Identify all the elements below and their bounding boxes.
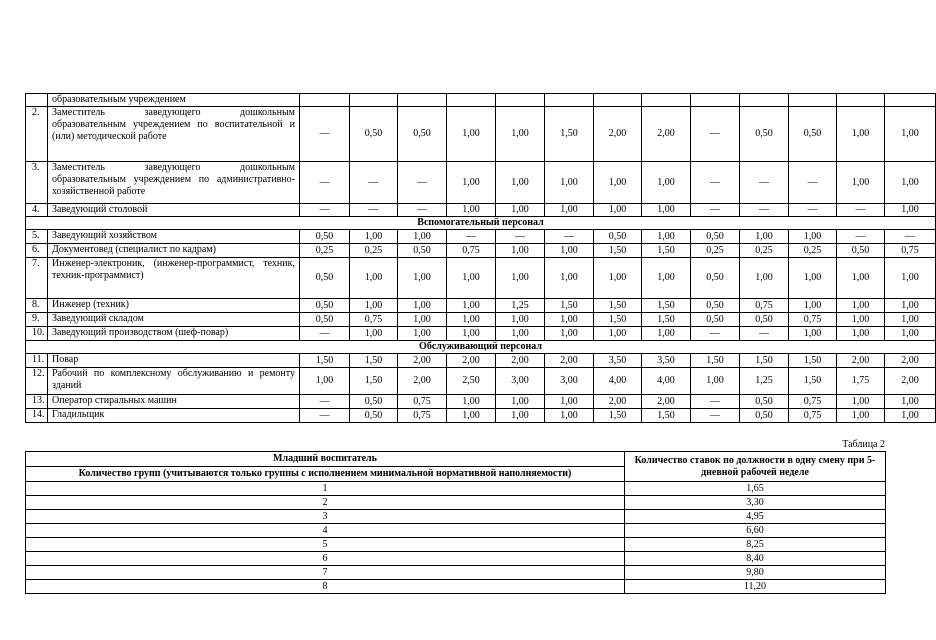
rate-cell: —: [398, 162, 447, 204]
rate-cell: [691, 94, 740, 107]
rate-cell: 0,50: [300, 313, 350, 327]
rate-cell: 1,00: [789, 299, 837, 313]
rate-cell: 1,00: [837, 395, 885, 409]
rate-cell: —: [545, 230, 594, 244]
group-count: 3: [26, 510, 625, 524]
rate-cell: 1,00: [496, 204, 545, 217]
rate-cell: —: [300, 107, 350, 162]
section-row: [26, 217, 936, 230]
rate-cell: 1,00: [837, 409, 885, 423]
rate-cell: 1,50: [594, 313, 642, 327]
row-number: 13.: [26, 395, 48, 409]
rate-cell: [740, 94, 789, 107]
rate-value: 3,30: [625, 496, 886, 510]
row-number: 4.: [26, 204, 48, 217]
rate-cell: 0,75: [789, 313, 837, 327]
rate-cell: 0,50: [300, 258, 350, 299]
rate-cell: 4,00: [594, 368, 642, 395]
section-header: Обслуживающий персонал: [26, 341, 936, 354]
rate-cell: 1,50: [300, 354, 350, 368]
position-name: Рабочий по комплексному обслуживанию и ремонту зданий: [48, 368, 300, 395]
rate-cell: 1,00: [545, 327, 594, 341]
rate-cell: 1,00: [789, 258, 837, 299]
position-name: Инженер (техник): [48, 299, 300, 313]
rate-cell: 2,00: [447, 354, 496, 368]
rate-value: 9,80: [625, 566, 886, 580]
rate-cell: 1,00: [885, 162, 936, 204]
rate-cell: 0,75: [398, 409, 447, 423]
rate-cell: 1,00: [350, 230, 398, 244]
table-row: [26, 566, 886, 580]
rate-cell: —: [789, 204, 837, 217]
rate-cell: 0,25: [740, 244, 789, 258]
group-count: 8: [26, 580, 625, 594]
rate-cell: 1,50: [594, 409, 642, 423]
rate-cell: —: [691, 204, 740, 217]
row-number: 10.: [26, 327, 48, 341]
row-number: 2.: [26, 107, 48, 162]
rate-cell: 0,50: [691, 230, 740, 244]
rate-cell: [300, 94, 350, 107]
rate-cell: [642, 94, 691, 107]
row-number: 3.: [26, 162, 48, 204]
table-row: [26, 510, 886, 524]
rate-cell: 1,00: [885, 409, 936, 423]
rate-cell: —: [691, 162, 740, 204]
rate-cell: 1,50: [642, 313, 691, 327]
position-name: Гладильщик: [48, 409, 300, 423]
rate-cell: 1,00: [885, 313, 936, 327]
rate-cell: —: [300, 162, 350, 204]
rate-cell: —: [496, 230, 545, 244]
rate-cell: 2,00: [398, 368, 447, 395]
rate-cell: [837, 94, 885, 107]
rate-cell: 1,00: [837, 162, 885, 204]
rate-cell: 1,00: [447, 258, 496, 299]
rate-cell: 1,00: [642, 327, 691, 341]
rate-cell: 1,00: [496, 409, 545, 423]
rate-cell: 1,00: [496, 107, 545, 162]
rate-cell: 1,00: [545, 204, 594, 217]
section-row: [26, 341, 936, 354]
rate-cell: —: [789, 162, 837, 204]
row-number: 14.: [26, 409, 48, 423]
rate-cell: 3,50: [642, 354, 691, 368]
rate-cell: 2,00: [642, 395, 691, 409]
rate-cell: 0,50: [691, 258, 740, 299]
rate-cell: 1,50: [789, 354, 837, 368]
rate-cell: 1,50: [642, 244, 691, 258]
rate-cell: 0,75: [789, 395, 837, 409]
rate-cell: 2,00: [398, 354, 447, 368]
table-row: [26, 230, 936, 244]
group-count: 4: [26, 524, 625, 538]
rate-cell: 3,00: [545, 368, 594, 395]
rate-cell: 1,00: [837, 258, 885, 299]
table2-header-left: Количество групп (учитываются только группы с исполнением минимальной нормативной наполняемости): [26, 467, 625, 482]
rate-cell: —: [691, 327, 740, 341]
rate-cell: —: [740, 204, 789, 217]
rate-cell: 0,50: [398, 107, 447, 162]
rate-cell: —: [300, 409, 350, 423]
rate-cell: 2,00: [594, 107, 642, 162]
table-row: [26, 354, 936, 368]
rate-cell: 2,00: [885, 354, 936, 368]
rate-cell: 1,00: [447, 313, 496, 327]
rate-cell: 1,50: [594, 244, 642, 258]
table-row: [26, 524, 886, 538]
section-header: Вспомогательный персонал: [26, 217, 936, 230]
rate-cell: 1,50: [545, 299, 594, 313]
rate-cell: —: [885, 230, 936, 244]
rate-value: 6,60: [625, 524, 886, 538]
rate-cell: 2,50: [447, 368, 496, 395]
rate-cell: 1,00: [594, 162, 642, 204]
rate-cell: 1,00: [447, 327, 496, 341]
rate-cell: 1,00: [545, 395, 594, 409]
position-name: Заведующий складом: [48, 313, 300, 327]
rate-cell: 2,00: [545, 354, 594, 368]
table-row: [26, 580, 886, 594]
rate-cell: 1,00: [496, 395, 545, 409]
rate-value: 4,95: [625, 510, 886, 524]
position-name: Заведующий производством (шеф-повар): [48, 327, 300, 341]
rate-cell: —: [691, 107, 740, 162]
rate-cell: 0,25: [789, 244, 837, 258]
table-row: [26, 538, 886, 552]
table-row: [26, 482, 886, 496]
rate-cell: 1,00: [885, 395, 936, 409]
rate-cell: 1,00: [837, 299, 885, 313]
rate-cell: [594, 94, 642, 107]
group-count: 5: [26, 538, 625, 552]
table2-caption: Таблица 2: [842, 439, 885, 450]
rate-cell: 1,00: [691, 368, 740, 395]
group-count: 6: [26, 552, 625, 566]
position-name: Оператор стиральных машин: [48, 395, 300, 409]
position-name: Документовед (специалист по кадрам): [48, 244, 300, 258]
row-number: 12.: [26, 368, 48, 395]
rate-cell: 1,00: [642, 258, 691, 299]
rate-cell: 1,50: [594, 299, 642, 313]
rate-cell: 2,00: [594, 395, 642, 409]
table-row: [26, 395, 936, 409]
rate-cell: 1,25: [740, 368, 789, 395]
rate-cell: 1,00: [885, 258, 936, 299]
rate-cell: [545, 94, 594, 107]
rate-cell: 1,50: [545, 107, 594, 162]
rate-cell: 1,00: [642, 230, 691, 244]
rate-cell: 0,75: [398, 395, 447, 409]
table-row: [26, 162, 936, 204]
rate-cell: 0,50: [740, 107, 789, 162]
table-row: [26, 258, 936, 299]
table-row: [26, 299, 936, 313]
rate-cell: 1,00: [496, 313, 545, 327]
position-name: Инженер-электроник, (инженер-программист, техник, техник-программист): [48, 258, 300, 299]
rate-cell: 1,00: [642, 162, 691, 204]
rate-cell: 1,00: [447, 395, 496, 409]
rate-cell: 0,50: [350, 107, 398, 162]
rate-cell: 1,50: [642, 409, 691, 423]
rate-cell: 3,00: [496, 368, 545, 395]
rate-cell: 1,50: [642, 299, 691, 313]
rate-cell: 1,00: [398, 327, 447, 341]
rate-value: 8,40: [625, 552, 886, 566]
row-number: 5.: [26, 230, 48, 244]
rate-cell: 1,00: [496, 258, 545, 299]
row-number: 11.: [26, 354, 48, 368]
rate-cell: 1,00: [642, 204, 691, 217]
rate-cell: —: [837, 230, 885, 244]
row-number: 9.: [26, 313, 48, 327]
position-name: Заместитель заведующего дошкольным образовательным учреждением по административно-хозяйственной работе: [48, 162, 300, 204]
rate-cell: 1,00: [885, 107, 936, 162]
rate-cell: 0,50: [594, 230, 642, 244]
rate-cell: 0,25: [691, 244, 740, 258]
rate-cell: 1,00: [594, 327, 642, 341]
rate-cell: 1,00: [447, 299, 496, 313]
rate-cell: —: [350, 162, 398, 204]
rate-cell: 0,50: [398, 244, 447, 258]
rate-cell: 1,00: [496, 244, 545, 258]
table-row: [26, 313, 936, 327]
rate-cell: —: [740, 162, 789, 204]
rate-cell: 1,00: [545, 409, 594, 423]
table2-header-right: Количество ставок по должности в одну смену при 5-дневной рабочей неделе: [625, 452, 886, 482]
table-row: [26, 107, 936, 162]
rate-value: 11,20: [625, 580, 886, 594]
rate-cell: 2,00: [642, 107, 691, 162]
group-count: 1: [26, 482, 625, 496]
table-row: [26, 204, 936, 217]
position-name: Повар: [48, 354, 300, 368]
rate-cell: 1,00: [398, 258, 447, 299]
table-row: [26, 552, 886, 566]
rate-cell: 1,75: [837, 368, 885, 395]
rate-cell: 1,00: [837, 327, 885, 341]
rate-cell: [447, 94, 496, 107]
rate-cell: 0,50: [837, 244, 885, 258]
rate-cell: 1,00: [398, 313, 447, 327]
rate-cell: 1,00: [447, 409, 496, 423]
rate-cell: —: [300, 395, 350, 409]
row-number: 7.: [26, 258, 48, 299]
rate-cell: —: [691, 409, 740, 423]
rate-cell: 1,00: [350, 327, 398, 341]
position-name: Заместитель заведующего дошкольным образовательным учреждением по воспитательной и (или) методической работе: [48, 107, 300, 162]
rate-cell: 1,00: [837, 107, 885, 162]
rate-cell: 1,25: [496, 299, 545, 313]
rate-cell: 0,75: [350, 313, 398, 327]
table-row: [26, 244, 936, 258]
rate-value: 1,65: [625, 482, 886, 496]
rate-cell: 1,00: [740, 258, 789, 299]
rate-cell: 1,50: [350, 368, 398, 395]
table-row: [26, 94, 936, 107]
rate-cell: 2,00: [885, 368, 936, 395]
rate-cell: 0,50: [300, 230, 350, 244]
rate-cell: —: [350, 204, 398, 217]
rate-cell: 2,00: [496, 354, 545, 368]
rate-cell: 2,00: [837, 354, 885, 368]
rate-cell: —: [398, 204, 447, 217]
rate-cell: 4,00: [642, 368, 691, 395]
row-number: 6.: [26, 244, 48, 258]
rate-cell: 0,50: [691, 299, 740, 313]
position-name: Заведующий столовой: [48, 204, 300, 217]
rate-cell: —: [740, 327, 789, 341]
rate-cell: 1,00: [740, 230, 789, 244]
table-row: [26, 496, 886, 510]
rate-cell: 0,50: [691, 313, 740, 327]
table2-header-top: Младший воспитатель: [26, 452, 625, 467]
rate-cell: 0,50: [740, 409, 789, 423]
rate-cell: 0,50: [789, 107, 837, 162]
rate-cell: 1,00: [885, 299, 936, 313]
rate-cell: [398, 94, 447, 107]
staffing-table: [25, 93, 936, 423]
rate-cell: 0,25: [350, 244, 398, 258]
rate-cell: 0,50: [350, 409, 398, 423]
rate-cell: 1,00: [398, 299, 447, 313]
rate-cell: 0,75: [885, 244, 936, 258]
row-number: 8.: [26, 299, 48, 313]
rate-cell: 0,50: [740, 313, 789, 327]
rate-cell: 1,00: [837, 313, 885, 327]
table-row: [26, 368, 936, 395]
rate-cell: —: [447, 230, 496, 244]
rate-cell: 1,00: [350, 299, 398, 313]
rate-cell: 1,00: [594, 258, 642, 299]
group-count: 7: [26, 566, 625, 580]
rate-cell: 1,00: [496, 327, 545, 341]
group-count: 2: [26, 496, 625, 510]
rate-cell: 1,00: [885, 327, 936, 341]
position-name: Заведующий хозяйством: [48, 230, 300, 244]
rate-cell: 1,00: [594, 204, 642, 217]
rate-cell: [350, 94, 398, 107]
rate-cell: —: [300, 327, 350, 341]
rate-cell: 1,00: [350, 258, 398, 299]
rate-cell: 1,00: [496, 162, 545, 204]
row-number: [26, 94, 48, 107]
rate-cell: 1,00: [447, 204, 496, 217]
rate-cell: 1,00: [447, 107, 496, 162]
rate-cell: 0,50: [300, 299, 350, 313]
junior-teacher-table: [25, 451, 886, 594]
rate-cell: 1,00: [789, 327, 837, 341]
rate-cell: 1,00: [545, 244, 594, 258]
rate-cell: 1,00: [300, 368, 350, 395]
table-row: [26, 327, 936, 341]
rate-cell: 3,50: [594, 354, 642, 368]
rate-cell: 1,00: [789, 230, 837, 244]
rate-cell: 0,25: [300, 244, 350, 258]
rate-value: 8,25: [625, 538, 886, 552]
rate-cell: 1,50: [740, 354, 789, 368]
position-name: образовательным учреждением: [48, 94, 300, 107]
rate-cell: 1,50: [691, 354, 740, 368]
rate-cell: 1,00: [398, 230, 447, 244]
rate-cell: 1,00: [545, 258, 594, 299]
rate-cell: 1,50: [350, 354, 398, 368]
rate-cell: 0,75: [740, 299, 789, 313]
rate-cell: 0,50: [350, 395, 398, 409]
rate-cell: 1,00: [545, 162, 594, 204]
rate-cell: 0,75: [789, 409, 837, 423]
rate-cell: 0,50: [740, 395, 789, 409]
rate-cell: 1,00: [545, 313, 594, 327]
rate-cell: [789, 94, 837, 107]
rate-cell: 1,00: [447, 162, 496, 204]
table-row: [26, 409, 936, 423]
rate-cell: [496, 94, 545, 107]
rate-cell: [885, 94, 936, 107]
rate-cell: —: [691, 395, 740, 409]
rate-cell: 1,50: [789, 368, 837, 395]
rate-cell: 0,75: [447, 244, 496, 258]
rate-cell: 1,00: [885, 204, 936, 217]
rate-cell: —: [300, 204, 350, 217]
rate-cell: —: [837, 204, 885, 217]
